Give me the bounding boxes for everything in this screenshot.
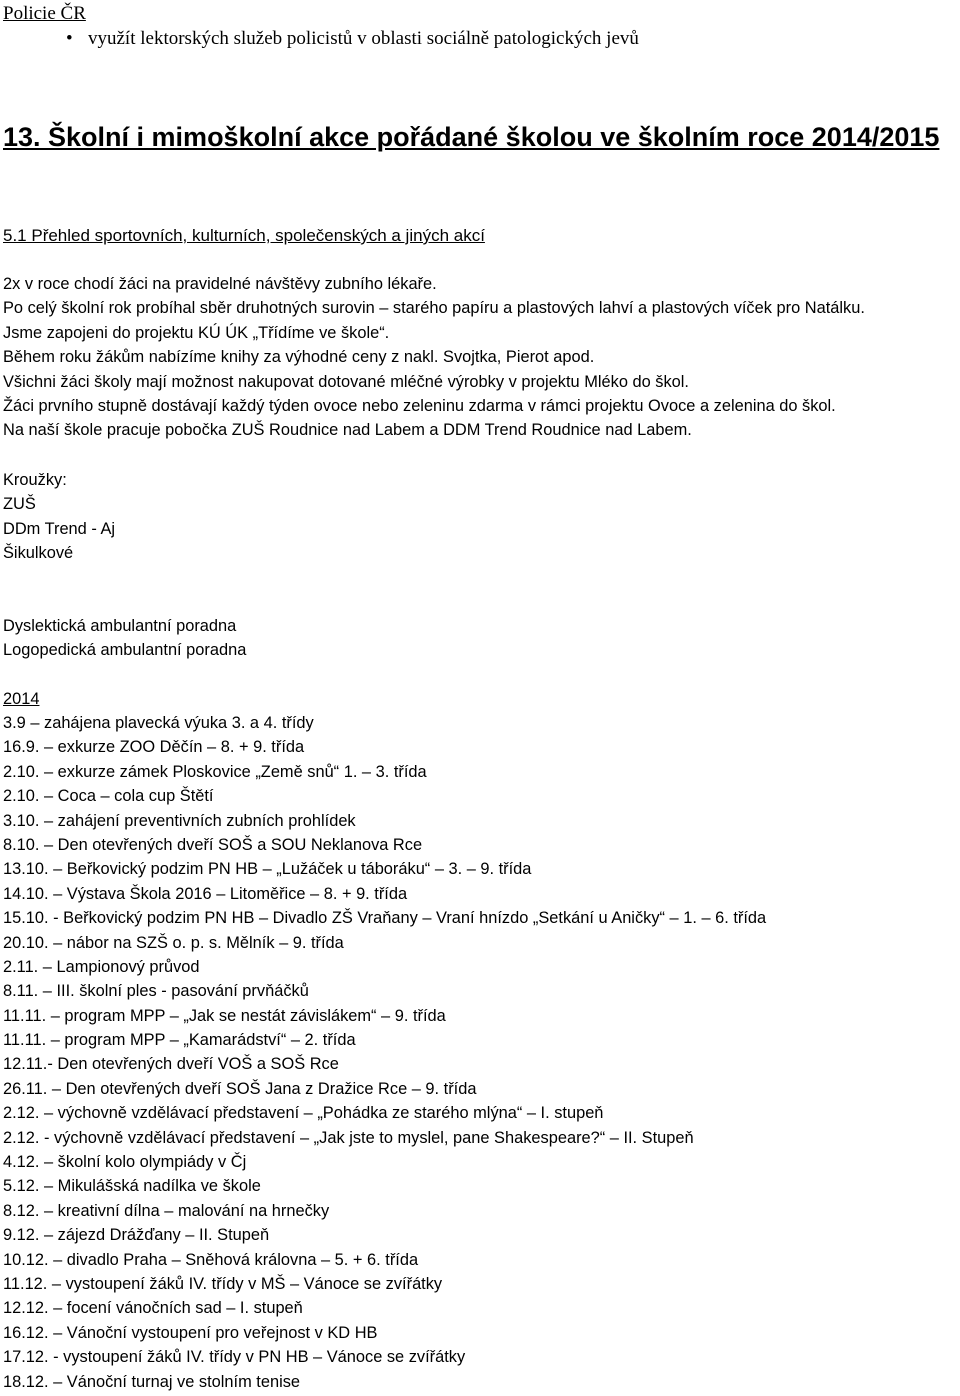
event-item: 11.12. – vystoupení žáků IV. třídy v MŠ – Vánoce se zvířátky <box>3 1274 443 1293</box>
event-item: 18.12. – Vánoční turnaj ve stolním tenise <box>3 1372 301 1391</box>
event-item: 11.11. – program MPP – „Kamarádství“ – 2. třída <box>3 1031 356 1050</box>
event-item: 10.12. – divadlo Praha – Sněhová královna – 5. + 6. třída <box>3 1250 419 1269</box>
police-heading: Policie ČR <box>3 3 86 24</box>
intro-line: Všichni žáci školy mají možnost nakupovat dotované mléčné výrobky v projektu Mléko do škol. <box>3 372 689 391</box>
event-item: 8.11. – III. školní ples - pasování prvňáčků <box>3 982 309 1001</box>
event-item: 8.12. – kreativní dílna – malování na hrnečky <box>3 1201 330 1220</box>
subsection-title: 5.1 Přehled sportovních, kulturních, společenských a jiných akcí <box>3 226 485 245</box>
event-item: 13.10. – Beřkovický podzim PN HB – „Lužáček u táboráku“ – 3. – 9. třída <box>3 860 532 879</box>
club-item: Šikulkové <box>3 544 74 563</box>
event-item: 16.12. – Vánoční vystoupení pro veřejnost v KD HB <box>3 1323 378 1342</box>
police-bullet-text: využít lektorských služeb policistů v oblasti sociálně patologických jevů <box>88 28 639 49</box>
advisory-list <box>3 614 246 663</box>
advisory-item: Dyslektická ambulantní poradna <box>3 617 237 635</box>
event-item: 26.11. – Den otevřených dveří SOŠ Jana z Dražice Rce – 9. třída <box>3 1079 477 1098</box>
event-item: 3.10. – zahájení preventivních zubních prohlídek <box>3 811 356 830</box>
events-list <box>3 711 766 1394</box>
club-item: ZUŠ <box>3 495 36 514</box>
event-item: 8.10. – Den otevřených dveří SOŠ a SOU Neklanova Rce <box>3 835 423 854</box>
event-item: 5.12. – Mikulášská nadílka ve škole <box>3 1177 261 1196</box>
event-item: 2.12. - výchovně vzdělávací představení – „Jak jste to myslel, pane Shakespeare?“ – II. Stupeň <box>3 1128 694 1147</box>
event-item: 2.11. – Lampionový průvod <box>3 957 200 976</box>
event-item: 11.11. – program MPP – „Jak se nestát závislákem“ – 9. třída <box>3 1006 446 1025</box>
event-item: 9.12. – zájezd Drážďany – II. Stupeň <box>3 1226 270 1245</box>
clubs-list <box>3 468 115 566</box>
event-item: 16.9. – exkurze ZOO Děčín – 8. + 9. třída <box>3 738 305 757</box>
event-item: 12.12. – focení vánočních sad – I. stupeň <box>3 1299 303 1318</box>
event-item: 15.10. - Beřkovický podzim PN HB – Divadlo ZŠ Vraňany – Vraní hnízdo „Setkání u Aničky“ – 1. – 6. třída <box>3 909 767 928</box>
event-item: 2.10. – Coca – cola cup Štětí <box>3 787 214 806</box>
club-item: DDm Trend - Aj <box>3 519 116 538</box>
intro-line: Žáci prvního stupně dostávají každý týden ovoce nebo zeleninu zdarma v rámci projektu Ovoce a zelenina do škol. <box>3 396 836 415</box>
year-label: 2014 <box>3 690 40 708</box>
clubs-heading: Kroužky: <box>3 471 67 489</box>
section-title: 13. Školní i mimoškolní akce pořádané školou ve školním roce 2014/2015 <box>3 122 940 152</box>
bullet-icon: • <box>66 28 73 49</box>
intro-line: Na naší škole pracuje pobočka ZUŠ Roudnice nad Labem a DDM Trend Roudnice nad Labem. <box>3 421 692 440</box>
police-bullet-item <box>66 27 639 51</box>
event-item: 12.11.- Den otevřených dveří VOŠ a SOŠ Rce <box>3 1055 339 1074</box>
intro-line: 2x v roce chodí žáci na pravidelné návštěvy zubního lékaře. <box>3 275 437 293</box>
intro-line: Během roku žákům nabízíme knihy za výhodné ceny z nakl. Svojtka, Pierot apod. <box>3 348 595 367</box>
event-item: 14.10. – Výstava Škola 2016 – Litoměřice – 8. + 9. třída <box>3 884 408 903</box>
event-item: 4.12. – školní kolo olympiády v Čj <box>3 1153 247 1172</box>
event-item: 20.10. – nábor na SZŠ o. p. s. Mělník – 9. třída <box>3 933 344 952</box>
intro-paragraph <box>3 272 865 443</box>
intro-line: Po celý školní rok probíhal sběr druhotných surovin – starého papíru a plastových lahví a plastových víček pro Natálku. <box>3 299 865 318</box>
event-item: 3.9 – zahájena plavecká výuka 3. a 4. třídy <box>3 714 314 732</box>
event-item: 17.12. - vystoupení žáků IV. třídy v PN HB – Vánoce se zvířátky <box>3 1348 466 1367</box>
intro-line: Jsme zapojeni do projektu KÚ ÚK „Třídíme ve škole“. <box>3 323 390 342</box>
event-item: 2.10. – exkurze zámek Ploskovice „Země snů“ 1. – 3. třída <box>3 762 427 781</box>
advisory-item: Logopedická ambulantní poradna <box>3 641 247 660</box>
event-item: 2.12. – výchovně vzdělávací představení – „Pohádka ze starého mlýna“ – I. stupeň <box>3 1104 604 1123</box>
